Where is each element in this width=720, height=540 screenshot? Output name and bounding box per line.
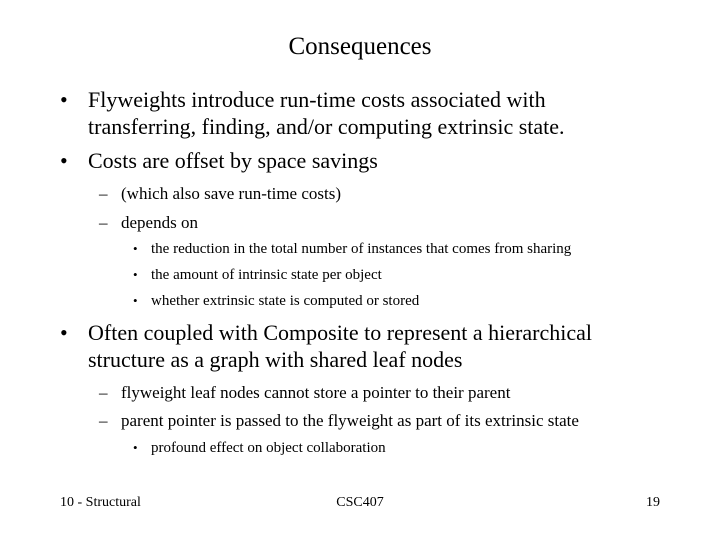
bullet-marker: • [60,148,68,173]
subsubbullet-text: whether extrinsic state is computed or stored [151,293,420,309]
subbullet-text: flyweight leaf nodes cannot store a pointer to their parent [121,383,511,402]
slide-title: Consequences [288,33,432,60]
subsubbullet-text: the amount of intrinsic state per object [151,267,382,283]
footer-section: 10 - Structural [60,495,141,510]
dash-marker: – [99,411,108,430]
subsubbullet-text: profound effect on object collaboration [151,440,386,456]
subsubbullet-text: the reduction in the total number of instances that comes from sharing [151,241,572,257]
bullet-marker: • [133,440,138,455]
footer-page-number: 19 [646,495,660,510]
dash-marker: – [99,213,108,232]
bullet-text: Costs are offset by space savings [88,148,378,173]
subbullet-text: (which also save run-time costs) [121,184,341,203]
bullet-marker: • [60,87,68,112]
bullet-text: transferring, finding, and/or computing extrinsic state. [88,114,565,139]
dash-marker: – [99,184,108,203]
bullet-marker: • [133,267,138,282]
dash-marker: – [99,383,108,402]
bullet-marker: • [133,241,138,256]
subbullet-text: depends on [121,213,198,232]
subbullet-text: parent pointer is passed to the flyweight as part of its extrinsic state [121,411,579,430]
bullet-marker: • [133,293,138,308]
footer-course: CSC407 [336,495,384,510]
bullet-text: Often coupled with Composite to represent a hierarchical [88,320,592,345]
bullet-text: structure as a graph with shared leaf nodes [88,347,463,372]
bullet-marker: • [60,320,68,345]
bullet-text: Flyweights introduce run-time costs associated with [88,87,546,112]
